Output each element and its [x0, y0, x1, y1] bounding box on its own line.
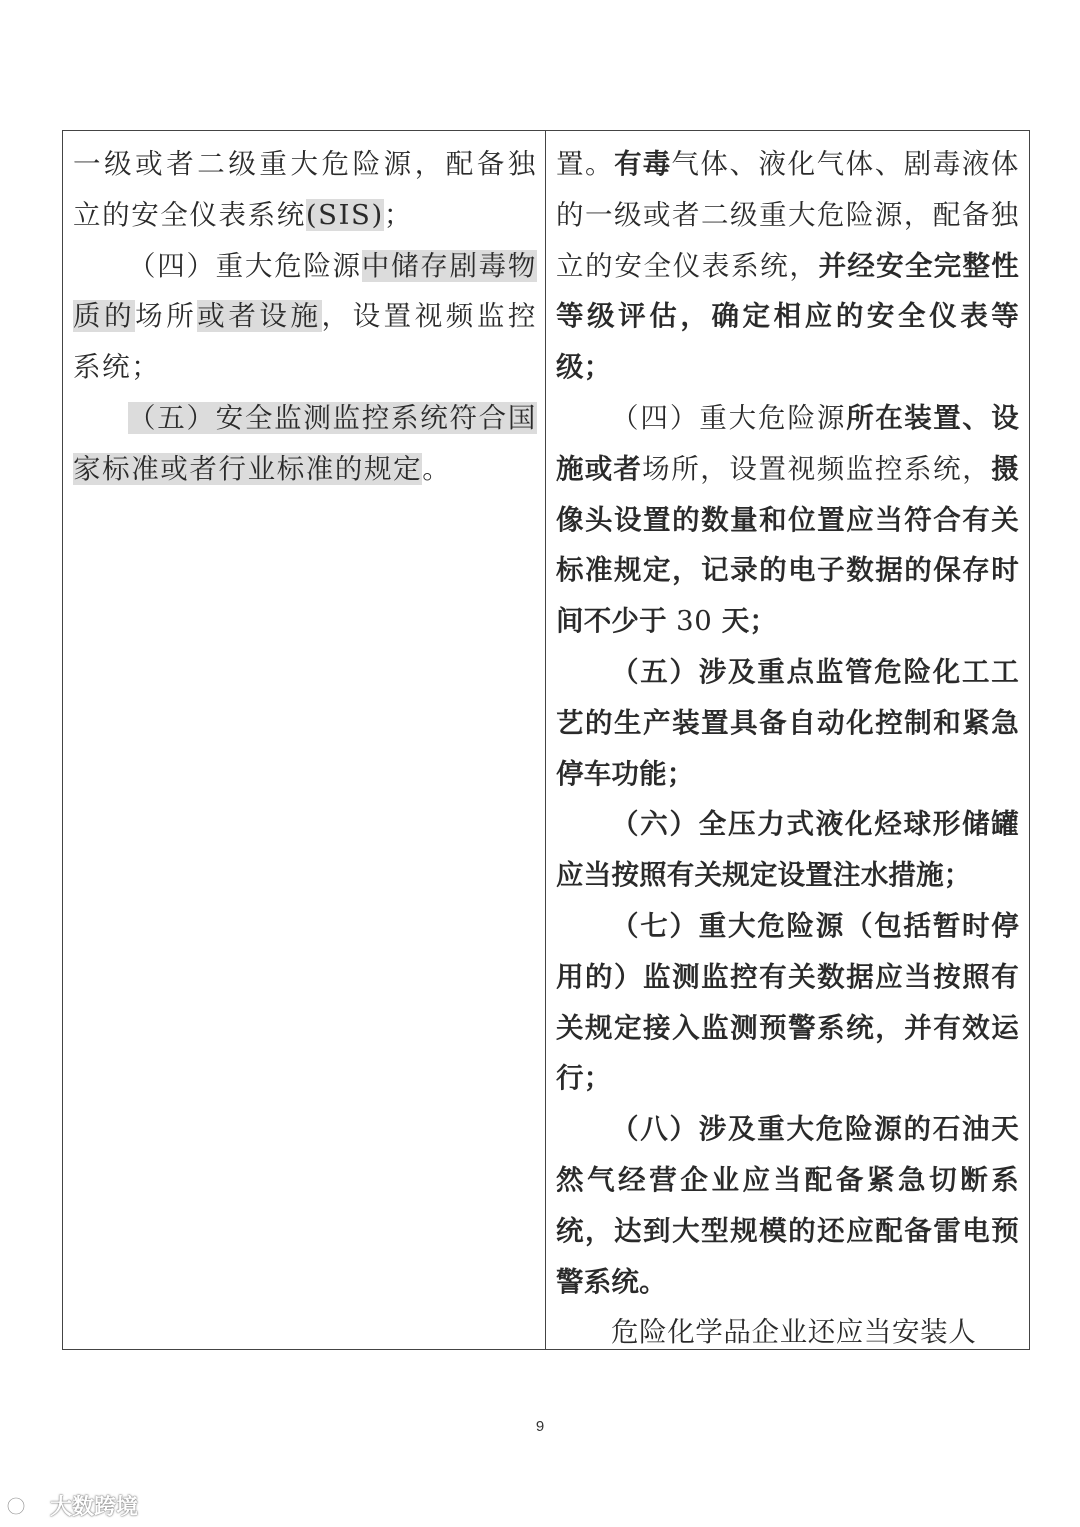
table-column-right	[546, 131, 1029, 1349]
bold-text: （六）全压力式液化烃球形储罐应当按照有关规定设置注水措施；	[556, 808, 1019, 892]
page-number: 9	[535, 1418, 545, 1435]
watermark	[6, 1490, 138, 1521]
text-run: ；	[383, 198, 413, 231]
text-run: 30	[666, 605, 722, 638]
comparison-table	[62, 130, 1030, 1350]
highlighted-text: （五）安全监测监控系统符合国家标准或者行业标准的规定	[73, 401, 537, 485]
paragraph	[556, 647, 1019, 799]
text-run: 置。	[556, 148, 615, 180]
paragraph	[73, 139, 537, 241]
highlighted-text: (SIS)	[305, 198, 384, 231]
table-column-left	[63, 131, 546, 1349]
paragraph	[556, 1307, 1019, 1349]
bold-text: （七）重大危险源（包括暂时停用的）监测监控有关数据应当按照有关规定接入监测预警系统，并有效运行；	[556, 909, 1019, 1095]
text-run: 气体、液化气体、剧毒液体的一级或者二级重大危险源，配备独立的安全仪表系统，	[556, 148, 1019, 282]
bold-text: 天；	[721, 605, 778, 638]
dashuju-logo-icon	[6, 1492, 46, 1520]
text-run: 一级或者二级重大危险源，配备独立的安全仪表系统	[73, 148, 537, 231]
text-run: （四）重大危险源	[611, 401, 847, 434]
paragraph	[73, 393, 537, 495]
bold-text: （五）涉及重点监管危险化工工艺的生产装置具备自动化控制和紧急停车功能；	[556, 655, 1019, 790]
watermark-text: 大数跨境	[50, 1495, 139, 1520]
text-run: 场所，设置视频监控系统，	[642, 452, 992, 485]
bold-text: （八）涉及重大危险源的石油天然气经营企业应当配备紧急切断系统，达到大型规模的还应配备雷电预警系统。	[556, 1113, 1019, 1298]
bold-text: 有毒	[614, 148, 672, 180]
text-run: （四）重大危险源	[128, 249, 362, 282]
text-run: 危险化学品企业还应当安装人	[611, 1316, 977, 1349]
paragraph	[556, 1104, 1019, 1307]
paragraph	[556, 139, 1019, 393]
paragraph	[556, 799, 1019, 901]
paragraph	[73, 241, 537, 393]
text-run: 场所	[135, 300, 198, 333]
paragraph	[556, 393, 1019, 647]
highlighted-text: 或者设施	[197, 300, 322, 333]
bold-text: 并经安全完整性等级评估，确定相应的安全仪表等级；	[556, 249, 1019, 384]
bold-text: 摄像头设置的数量和位置应当符合有关标准规定，记录的电子数据的保存时间不少于	[556, 452, 1019, 638]
paragraph	[556, 901, 1019, 1104]
text-run: ，设置视频监控系统；	[73, 300, 538, 384]
text-run: 。	[422, 452, 452, 485]
bold-text: 所在装置、设施或者	[556, 401, 1019, 485]
highlighted-text: 中储存剧毒物质的	[73, 249, 537, 333]
